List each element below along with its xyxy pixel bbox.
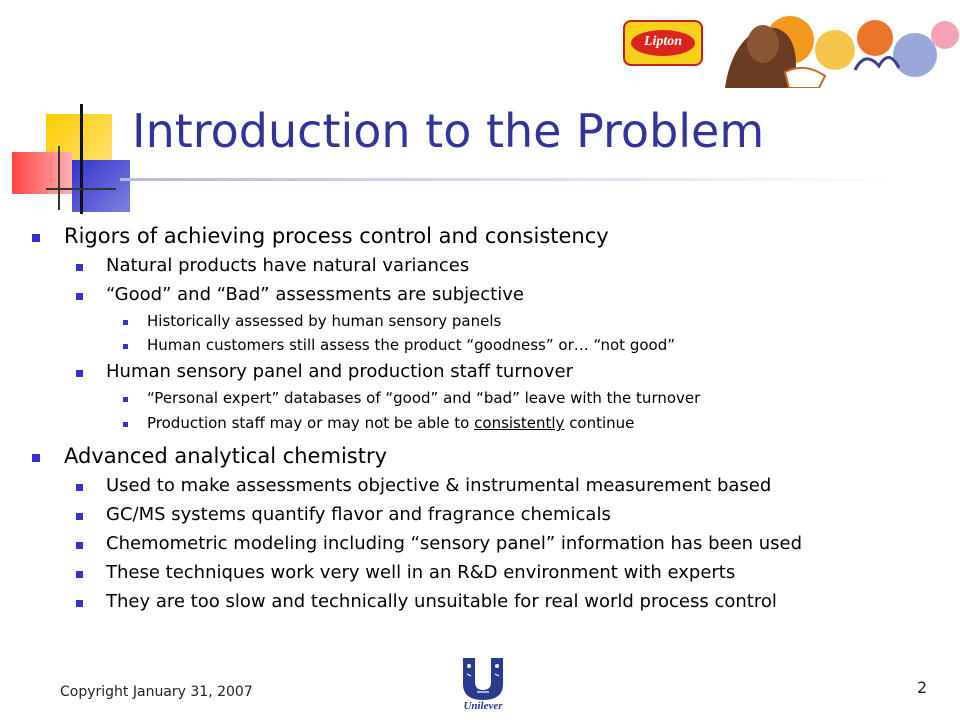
bullet-text-underlined: consistently [474,414,565,432]
bullet-square-icon [123,397,128,402]
bullet-square-icon [123,320,128,325]
bullet-text: Historically assessed by human sensory panels [147,312,502,330]
bullet-text-part: Production staff may or may not be able to [147,414,475,432]
bullet-level2 [106,361,573,382]
bullet-level2 [106,475,771,496]
lipton-logo-text: Lipton [643,34,683,49]
bullet-text: “Good” and “Bad” assessments are subjective [106,284,524,305]
bullet-square-icon [32,234,40,242]
bullet-square-icon [76,513,83,520]
bullet-level3 [147,336,675,354]
bullet-level2 [106,284,524,305]
bullet-level3 [147,312,501,330]
bullet-level2 [106,533,802,554]
unilever-u-icon [455,656,511,702]
copyright-footer: Copyright January 31, 2007 [60,684,253,700]
page-number: 2 [917,678,928,697]
bullet-square-icon [123,422,128,427]
bullet-level2 [106,255,469,276]
bullet-text: Chemometric modeling including “sensory panel” information has been used [106,533,803,554]
bullet-level1 [64,444,387,468]
bullet-text: GC/MS systems quantify flavor and fragrance chemicals [106,504,611,525]
unilever-logo [455,656,511,714]
bullet-text: Used to make assessments objective & instrumental measurement based [106,475,772,496]
unilever-logo-text: Unilever [463,700,503,712]
bullet-text: They are too slow and technically unsuitable for real world process control [106,591,777,612]
bullet-level2 [106,591,777,612]
bullet-square-icon [76,484,83,491]
bullet-level3 [147,414,634,432]
bullet-text: Human customers still assess the product “goodness” or… “not good” [147,336,675,354]
bullet-text: Human sensory panel and production staff turnover [106,361,573,382]
bullet-text: Advanced analytical chemistry [64,444,388,468]
bullet-square-icon [76,293,83,300]
bullet-level2 [106,504,611,525]
bullet-square-icon [76,264,83,271]
bullet-level3 [147,389,700,407]
bullet-square-icon [76,571,83,578]
bullet-square-icon [32,454,40,462]
bullet-text: Rigors of achieving process control and consistency [64,224,609,248]
bullet-level2 [106,562,735,583]
bullet-square-icon [76,370,83,377]
bullet-text-part: continue [564,414,635,432]
bullet-text: “Personal expert” databases of “good” and “bad” leave with the turnover [147,389,701,407]
bullet-square-icon [76,542,83,549]
bullet-text: Natural products have natural variances [106,255,470,276]
bullet-square-icon [123,344,128,349]
bullet-square-icon [76,600,83,607]
bullet-level1 [64,224,609,248]
slide-title: Introduction to the Problem [132,104,765,158]
bullet-text: These techniques work very well in an R&D environment with experts [106,562,736,583]
